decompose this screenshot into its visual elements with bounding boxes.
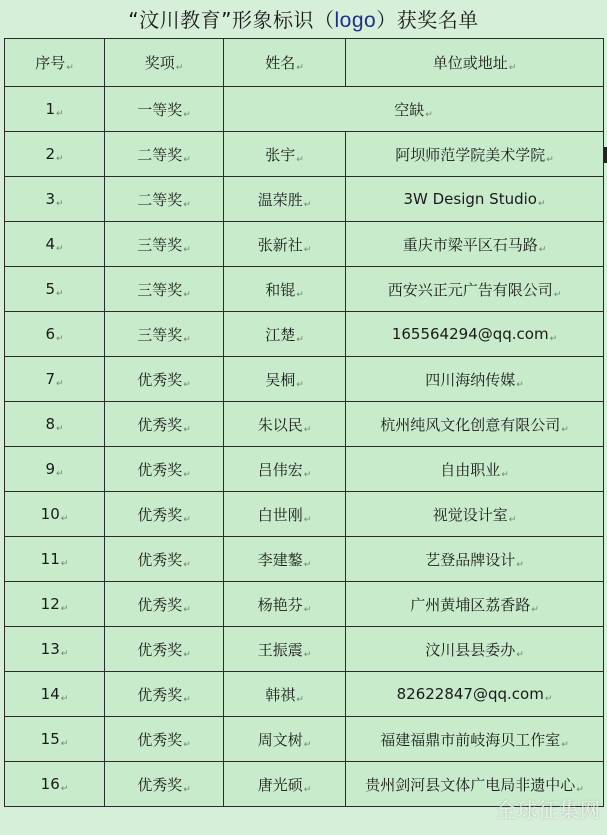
cell-unit: 重庆市梁平区石马路↵: [346, 222, 604, 267]
cell-name: 王振震↵: [224, 627, 346, 672]
cell-award: 优秀奖↵: [105, 402, 224, 447]
award-table: [4, 38, 604, 807]
cell-name: 张宇↵: [224, 132, 346, 177]
cell-name: 张新社↵: [224, 222, 346, 267]
cell-unit: 空缺↵: [224, 87, 604, 132]
cell-award: 二等奖↵: [105, 132, 224, 177]
cell-no: 15↵: [5, 717, 105, 762]
cell-no: 7↵: [5, 357, 105, 402]
cell-no: 5↵: [5, 267, 105, 312]
cell-no: 2↵: [5, 132, 105, 177]
cell-award: 优秀奖↵: [105, 447, 224, 492]
cell-no: 16↵: [5, 762, 105, 807]
cell-award: 一等奖↵: [105, 87, 224, 132]
cell-no: 8↵: [5, 402, 105, 447]
table-body: [5, 87, 604, 807]
header-no: 序号↵: [5, 39, 105, 87]
table-row: [5, 222, 604, 267]
table-row: [5, 762, 604, 807]
cell-award: 优秀奖↵: [105, 537, 224, 582]
table-row: [5, 672, 604, 717]
table-row: [5, 537, 604, 582]
cell-unit: 视觉设计室↵: [346, 492, 604, 537]
table-row: [5, 87, 604, 132]
cell-no: 9↵: [5, 447, 105, 492]
cell-award: 优秀奖↵: [105, 492, 224, 537]
cell-no: 11↵: [5, 537, 105, 582]
cell-award: 三等奖↵: [105, 267, 224, 312]
table-row: [5, 582, 604, 627]
header-unit: 单位或地址↵: [346, 39, 604, 87]
cell-unit: 艺登品牌设计↵: [346, 537, 604, 582]
cell-unit: 阿坝师范学院美术学院↵: [346, 132, 604, 177]
table-row: [5, 717, 604, 762]
header-row: [5, 39, 604, 87]
title-logo-word: logo: [334, 9, 377, 32]
cell-name: 唐光硕↵: [224, 762, 346, 807]
cell-name: 温荣胜↵: [224, 177, 346, 222]
cell-award: 三等奖↵: [105, 222, 224, 267]
cell-no: 10↵: [5, 492, 105, 537]
watermark: 全球征集网: [496, 798, 601, 822]
cell-unit: 82622847@qq.com↵: [346, 672, 604, 717]
cell-no: 12↵: [5, 582, 105, 627]
cell-unit: 165564294@qq.com↵: [346, 312, 604, 357]
table-row: [5, 447, 604, 492]
cell-unit: 3W Design Studio↵: [346, 177, 604, 222]
table-row: [5, 132, 604, 177]
table-row: [5, 627, 604, 672]
header-name: 姓名↵: [224, 39, 346, 87]
cell-award: 三等奖↵: [105, 312, 224, 357]
cell-name: 韩祺↵: [224, 672, 346, 717]
cell-award: 优秀奖↵: [105, 762, 224, 807]
cell-no: 6↵: [5, 312, 105, 357]
cell-award: 二等奖↵: [105, 177, 224, 222]
cell-unit: 广州黄埔区荔香路↵: [346, 582, 604, 627]
table-row: [5, 312, 604, 357]
page-title: [0, 6, 607, 35]
table-header: [5, 39, 604, 87]
cell-name: 李建鏊↵: [224, 537, 346, 582]
cell-unit: 杭州纯风文化创意有限公司↵: [346, 402, 604, 447]
cell-name: 朱以民↵: [224, 402, 346, 447]
header-award: 奖项↵: [105, 39, 224, 87]
cell-name: 吕伟宏↵: [224, 447, 346, 492]
cell-award: 优秀奖↵: [105, 582, 224, 627]
cell-no: 14↵: [5, 672, 105, 717]
cell-unit: 福建福鼎市前岐海贝工作室↵: [346, 717, 604, 762]
cell-award: 优秀奖↵: [105, 627, 224, 672]
cell-unit: 四川海纳传媒↵: [346, 357, 604, 402]
cell-name: 杨艳芬↵: [224, 582, 346, 627]
cell-name: 吴桐↵: [224, 357, 346, 402]
table-row: [5, 402, 604, 447]
cell-name: 周文树↵: [224, 717, 346, 762]
cell-no: 4↵: [5, 222, 105, 267]
title-text-before: “汶川教育”形象标识（: [128, 8, 335, 32]
cell-unit: 自由职业↵: [346, 447, 604, 492]
cell-no: 1↵: [5, 87, 105, 132]
cell-award: 优秀奖↵: [105, 717, 224, 762]
cell-unit: 贵州剑河县文体广电局非遗中心↵: [346, 762, 604, 807]
table-row: [5, 177, 604, 222]
table-row: [5, 267, 604, 312]
cell-name: 江楚↵: [224, 312, 346, 357]
title-text-after: ）获奖名单: [376, 8, 479, 32]
cell-unit: 西安兴正元广告有限公司↵: [346, 267, 604, 312]
cell-name: 和锟↵: [224, 267, 346, 312]
cell-no: 3↵: [5, 177, 105, 222]
cell-unit: 汶川县县委办↵: [346, 627, 604, 672]
table-row: [5, 492, 604, 537]
cell-award: 优秀奖↵: [105, 357, 224, 402]
cell-award: 优秀奖↵: [105, 672, 224, 717]
cell-name: 白世刚↵: [224, 492, 346, 537]
table-row: [5, 357, 604, 402]
cell-no: 13↵: [5, 627, 105, 672]
